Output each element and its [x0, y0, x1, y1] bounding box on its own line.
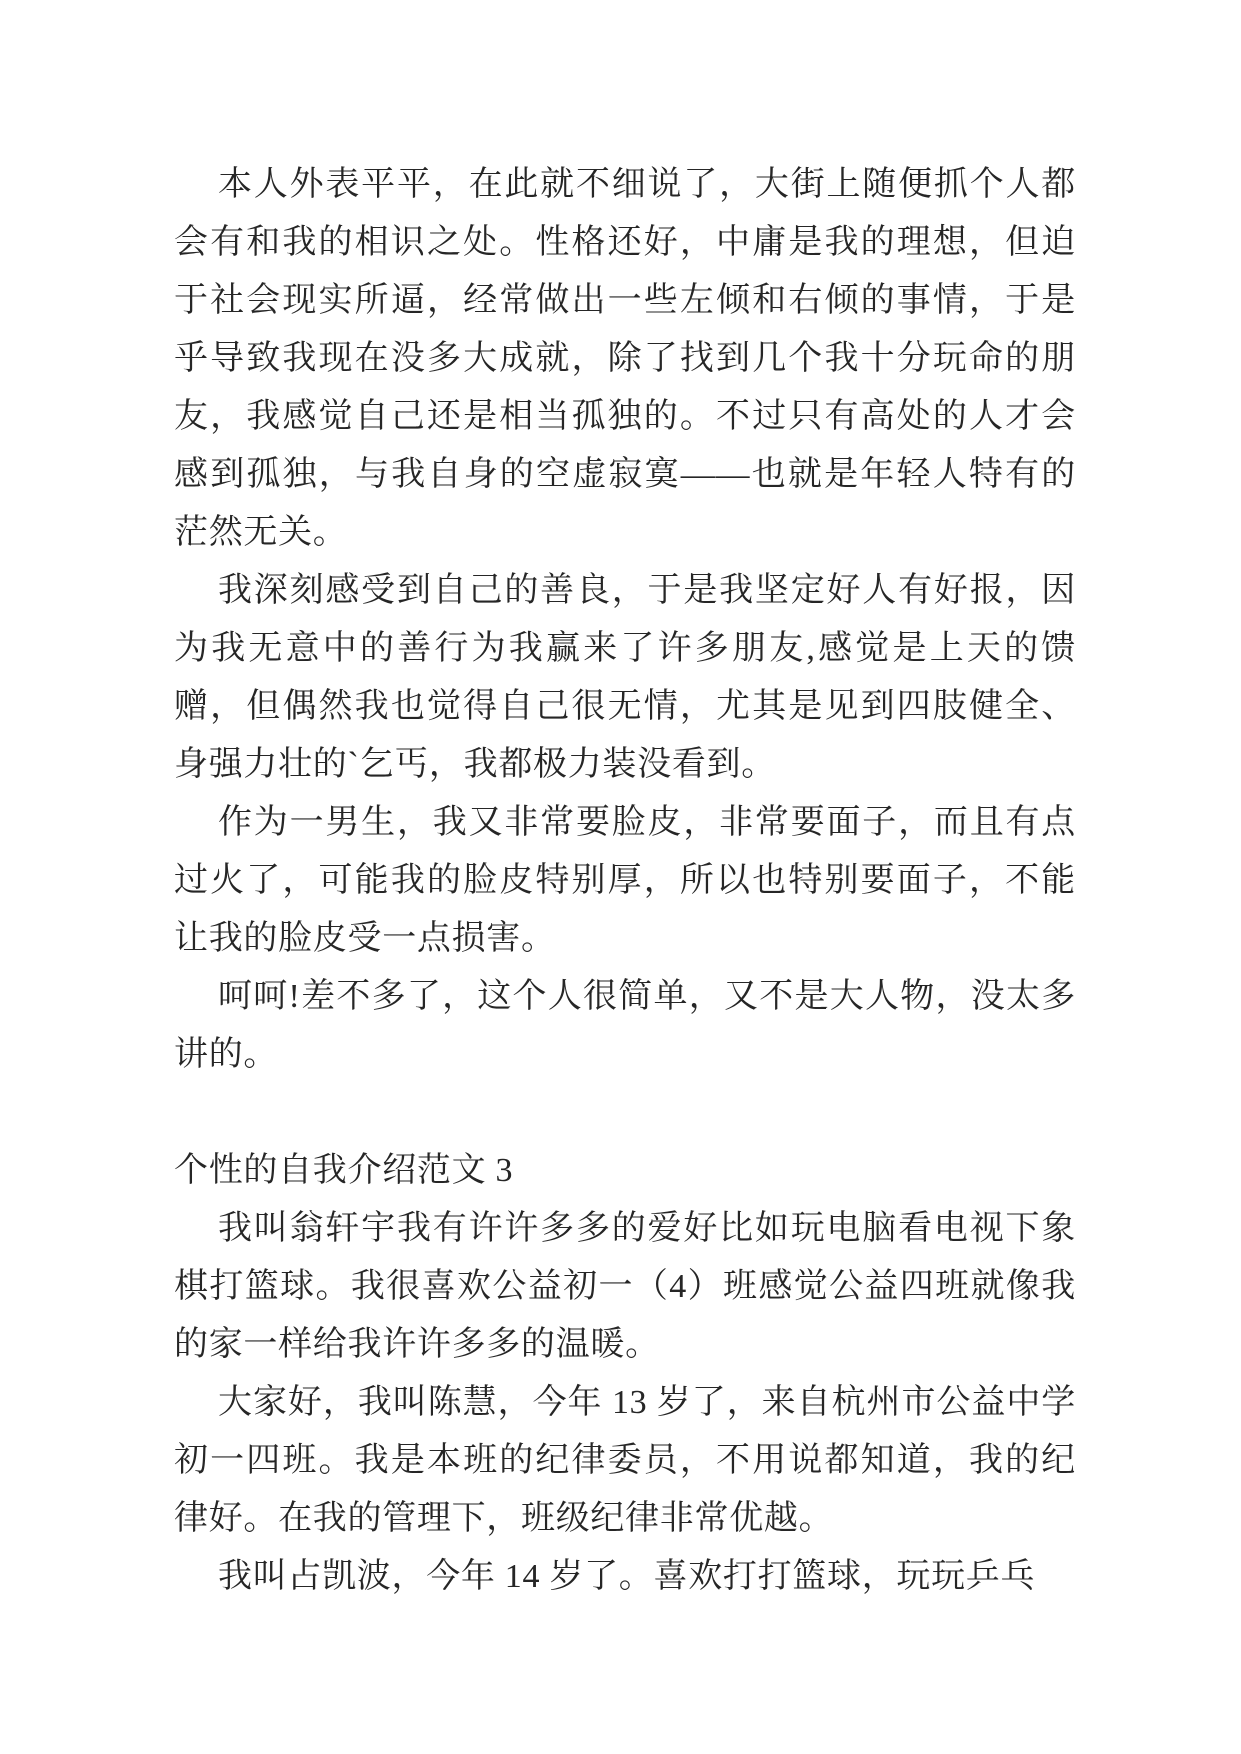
document-content: [174, 156, 1076, 1606]
paragraph-zhan-kaibo: 我叫占凯波，今年 14 岁了。喜欢打打篮球，玩玩乒乓: [218, 1558, 1036, 1595]
section-heading: 个性的自我介绍范文 3: [174, 1152, 514, 1189]
paragraph-self-intro-closing: 呵呵!差不多了，这个人很简单，又不是大人物，没太多讲的。: [174, 978, 1076, 1073]
paragraph-weng-xuanyu: 我叫翁轩宇我有许许多多的爱好比如玩电脑看电视下象棋打篮球。我很喜欢公益初一（4）班感觉公益四班就像我的家一样给我许许多多的温暖。: [174, 1210, 1076, 1363]
paragraph-self-intro-kindness: 我深刻感受到自己的善良，于是我坚定好人有好报，因为我无意中的善行为我赢来了许多朋友,感觉是上天的馈赠，但偶然我也觉得自己很无情，尤其是见到四肢健全、身强力壮的`乞丐，我都极力装没看到。: [174, 572, 1076, 783]
paragraph-self-intro-appearance: 本人外表平平，在此就不细说了，大街上随便抓个人都会有和我的相识之处。性格还好，中庸是我的理想，但迫于社会现实所逼，经常做出一些左倾和右倾的事情，于是乎导致我现在没多大成就，除了找到几个我十分玩命的朋友，我感觉自己还是相当孤独的。不过只有高处的人才会感到孤独，与我自身的空虚寂寞——也就是年轻人特有的茫然无关。: [174, 166, 1076, 551]
paragraph-chen-hui: 大家好，我叫陈慧，今年 13 岁了，来自杭州市公益中学初一四班。我是本班的纪律委员，不用说都知道，我的纪律好。在我的管理下，班级纪律非常优越。: [174, 1384, 1076, 1537]
paragraph-self-intro-face: 作为一男生，我又非常要脸皮，非常要面子，而且有点过火了，可能我的脸皮特别厚，所以也特别要面子，不能让我的脸皮受一点损害。: [174, 804, 1076, 957]
